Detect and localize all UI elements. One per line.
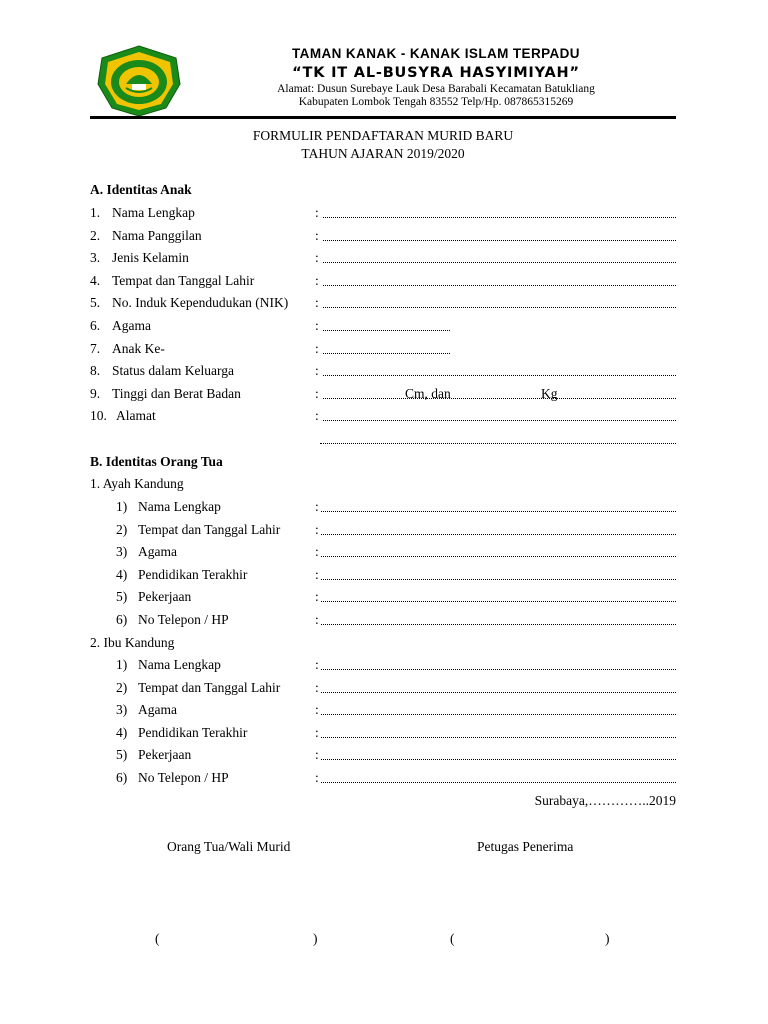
field-label: Pendidikan Terakhir <box>138 566 248 582</box>
input-line[interactable] <box>323 307 676 308</box>
input-line[interactable] <box>323 217 676 218</box>
form-subtitle: TAHUN AJARAN 2019/2020 <box>301 146 465 161</box>
parent-name-open: ( <box>155 931 160 946</box>
place-date: Surabaya,…………..2019 <box>534 793 676 808</box>
field-label: Jenis Kelamin <box>112 250 189 266</box>
input-line[interactable] <box>321 737 676 738</box>
field-label: No Telepon / HP <box>138 612 229 627</box>
field-colon: : <box>315 657 319 672</box>
height-unit-label: Cm, dan <box>405 385 451 401</box>
field-number: 4. <box>90 272 101 288</box>
field-colon: : <box>315 679 319 695</box>
section-b-heading: B. Identitas Orang Tua <box>90 454 223 469</box>
field-label: Pekerjaan <box>138 589 192 605</box>
field-number: 2. <box>90 227 101 243</box>
field-label: Agama <box>138 544 177 560</box>
field-number: 7. <box>90 340 101 356</box>
weight-unit-label: Kg <box>541 385 558 401</box>
field-number: 9. <box>90 385 101 401</box>
officer-name-close: ) <box>605 931 610 946</box>
field-label: Pekerjaan <box>138 747 192 763</box>
input-line[interactable] <box>321 782 676 783</box>
school-name: “TK IT AL-BUSYRA HASYIMIYAH” <box>292 65 580 81</box>
input-line[interactable] <box>321 624 676 625</box>
field-label: Agama <box>112 318 151 333</box>
field-colon: : <box>315 589 319 605</box>
field-colon: : <box>315 612 319 627</box>
field-colon: : <box>315 724 319 740</box>
field-colon: : <box>315 747 319 763</box>
field-colon: : <box>315 544 319 560</box>
father-section-title: 1. Ayah Kandung <box>90 476 184 491</box>
field-number: 5) <box>116 747 128 763</box>
field-colon: : <box>315 566 319 582</box>
field-label: Alamat <box>116 408 156 424</box>
field-number: 3. <box>90 250 101 266</box>
parent-name-close: ) <box>313 931 318 946</box>
field-label: No Telepon / HP <box>138 770 229 785</box>
field-number: 1) <box>116 657 128 672</box>
field-label: Tinggi dan Berat Badan <box>112 385 241 401</box>
input-line[interactable] <box>321 692 676 693</box>
field-colon: : <box>315 521 319 537</box>
school-address: Alamat: Dusun Surebaye Lauk Desa Barabali Kecamatan Batukliang <box>277 83 595 95</box>
input-line[interactable] <box>323 285 676 286</box>
field-number: 8. <box>90 363 101 379</box>
field-label: Nama Lengkap <box>138 657 221 672</box>
field-label: No. Induk Kependudukan (NIK) <box>112 295 289 311</box>
section-a-heading: A. Identitas Anak <box>90 182 192 197</box>
input-line[interactable] <box>321 556 676 557</box>
input-line[interactable] <box>323 262 676 263</box>
input-line[interactable] <box>323 398 676 399</box>
input-line[interactable] <box>323 353 450 354</box>
input-line[interactable] <box>321 534 676 535</box>
field-label: Tempat dan Tanggal Lahir <box>138 679 281 695</box>
field-number: 4) <box>116 724 128 740</box>
input-line[interactable] <box>323 375 676 376</box>
field-number: 5) <box>116 589 128 605</box>
field-number: 2) <box>116 679 128 695</box>
field-colon: : <box>315 408 319 424</box>
field-number: 3) <box>116 544 128 560</box>
input-line[interactable] <box>321 714 676 715</box>
field-colon: : <box>315 770 319 785</box>
field-number: 2) <box>116 521 128 537</box>
parent-signature-label: Orang Tua/Wali Murid <box>167 839 291 854</box>
input-line[interactable] <box>321 511 676 512</box>
field-number: 6. <box>90 318 101 333</box>
field-label: Tempat dan Tanggal Lahir <box>138 521 281 537</box>
field-colon: : <box>315 295 319 311</box>
mother-section-title: 2. Ibu Kandung <box>90 635 175 650</box>
field-number: 6) <box>116 770 128 785</box>
school-crest-logo <box>96 44 182 118</box>
field-label: Nama Lengkap <box>138 499 221 514</box>
field-number: 10. <box>90 408 107 424</box>
field-label: Nama Lengkap <box>112 205 195 220</box>
school-contact: Kabupaten Lombok Tengah 83552 Telp/Hp. 087865315269 <box>298 96 574 108</box>
field-number: 3) <box>116 702 128 718</box>
field-number: 4) <box>116 566 128 582</box>
field-number: 1) <box>116 499 128 514</box>
input-line[interactable] <box>323 330 450 331</box>
field-label: Tempat dan Tanggal Lahir <box>112 272 255 288</box>
header-divider <box>90 116 676 119</box>
field-colon: : <box>315 227 319 243</box>
field-colon: : <box>315 205 319 220</box>
field-number: 5. <box>90 295 101 311</box>
field-colon: : <box>315 340 319 356</box>
field-number: 1. <box>90 205 101 220</box>
field-colon: : <box>315 363 319 379</box>
field-label: Nama Panggilan <box>112 227 202 243</box>
input-line[interactable] <box>321 601 676 602</box>
field-colon: : <box>315 272 319 288</box>
input-line[interactable] <box>321 579 676 580</box>
field-number: 6) <box>116 612 128 627</box>
school-type: TAMAN KANAK - KANAK ISLAM TERPADU <box>292 46 580 61</box>
input-line[interactable] <box>321 759 676 760</box>
field-colon: : <box>315 318 319 333</box>
field-colon: : <box>315 499 319 514</box>
field-colon: : <box>315 702 319 718</box>
officer-signature-label: Petugas Penerima <box>477 839 574 854</box>
field-label: Anak Ke- <box>112 340 165 356</box>
input-line[interactable] <box>321 669 676 670</box>
address-line-2[interactable] <box>320 443 676 444</box>
officer-name-open: ( <box>450 931 455 946</box>
field-colon: : <box>315 250 319 266</box>
input-line[interactable] <box>323 240 676 241</box>
field-label: Status dalam Keluarga <box>112 363 234 379</box>
field-colon: : <box>315 385 319 401</box>
field-label: Pendidikan Terakhir <box>138 724 248 740</box>
input-line[interactable] <box>323 420 676 421</box>
field-label: Agama <box>138 702 177 718</box>
form-title: FORMULIR PENDAFTARAN MURID BARU <box>252 128 514 143</box>
